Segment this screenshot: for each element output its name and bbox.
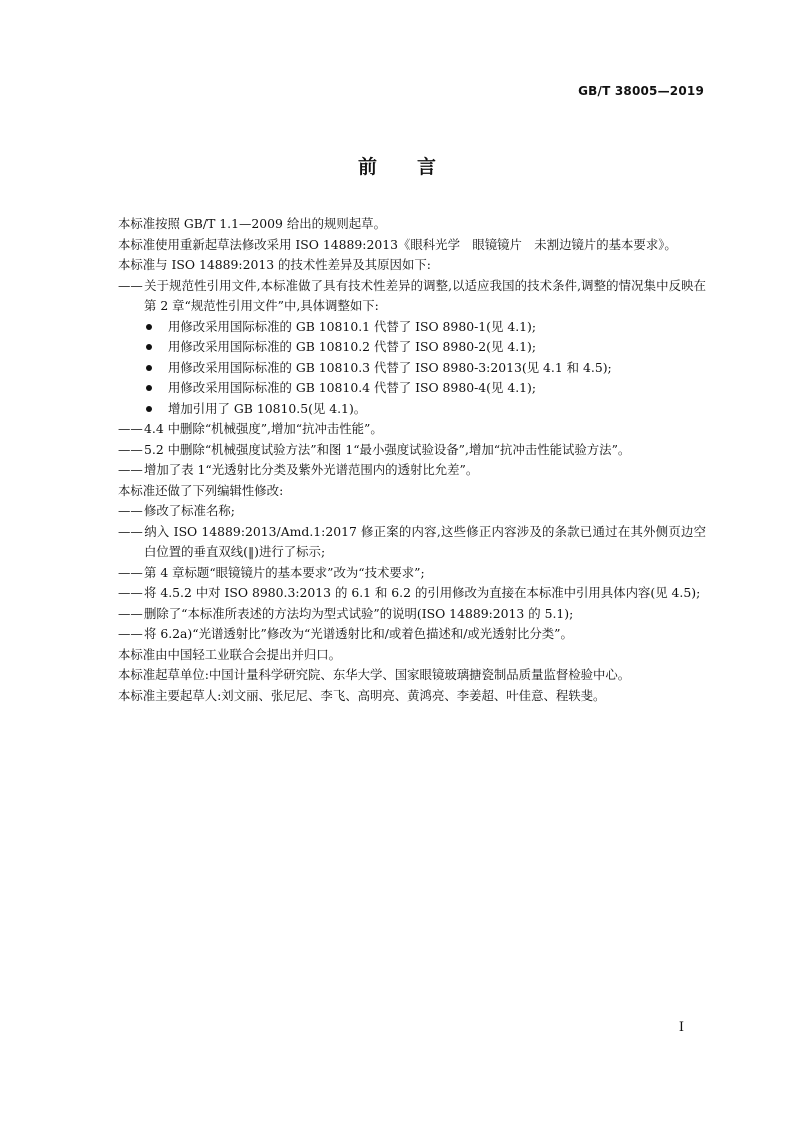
bullet-item [90,317,706,338]
dash-item-text: 4.4 中删除“机械强度”,增加“抗冲击性能”。 [144,421,383,436]
standard-code: GB/T 38005—2019 [578,84,704,98]
dash-marker: —— [118,441,143,457]
bullet-item-text: 增加引用了 GB 10810.5(见 4.1)。 [168,400,367,416]
bullet-item [90,358,706,379]
dash-marker: —— [118,605,143,621]
page-number: I [678,1020,684,1035]
dash-item [90,583,706,604]
bullet-item [90,399,706,420]
paragraph: 本标准按照 GB/T 1.1—2009 给出的规则起草。 [118,216,386,231]
bullet-item-text: 用修改采用国际标准的 GB 10810.4 代替了 ISO 8980-4(见 4.1); [168,380,537,395]
bullet-dot-icon [146,406,152,412]
foreword-body [90,214,706,706]
bullet-dot-icon [146,324,152,330]
dash-marker: —— [118,564,143,580]
dash-item [90,440,706,461]
dash-item [90,522,706,563]
paragraph: 本标准主要起草人:刘文丽、张尼尼、李飞、高明亮、黄鸿亮、李姜超、叶佳意、程轶斐。 [118,687,606,703]
paragraph: 本标准还做了下列编辑性修改: [118,482,284,498]
dash-marker: —— [118,421,143,436]
bullet-dot-icon [146,365,152,371]
paragraph: 本标准起草单位:中国计量科学研究院、东华大学、国家眼镜玻璃搪瓷制品质量监督检验中心。 [118,667,631,682]
dash-item-text: 将 6.2a)“光谱透射比”修改为“光谱透射比和/或着色描述和/或光透射比分类”。 [144,626,573,641]
dash-marker: —— [118,523,143,539]
dash-item [90,276,706,317]
dash-item [90,624,706,645]
dash-item-text: 将 4.5.2 中对 ISO 8980.3:2013 的 6.1 和 6.2 的引用修改为直接在本标准中引用具体内容(见 4.5); [144,585,701,600]
page-title: 前言 [357,156,476,178]
bullet-item-text: 用修改采用国际标准的 GB 10810.3 代替了 ISO 8980-3:2013(见 4.1 和 4.5); [168,359,612,375]
bullet-item-text: 用修改采用国际标准的 GB 10810.1 代替了 ISO 8980-1(见 4.1); [168,318,537,334]
paragraph: 本标准由中国轻工业联合会提出并归口。 [118,646,342,662]
dash-marker: —— [118,585,143,600]
bullet-dot-icon [146,344,152,350]
dash-marker: —— [118,626,143,641]
dash-item [90,419,706,440]
dash-item [90,563,706,584]
paragraph: 本标准与 ISO 14889:2013 的技术性差异及其原因如下: [118,257,431,272]
dash-item-text: 增加了表 1“光透射比分类及紫外光谱范围内的透射比允差”。 [144,462,479,477]
bullet-item [90,378,706,399]
dash-item-text: 第 4 章标题“眼镜镜片的基本要求”改为“技术要求”; [144,564,425,580]
dash-marker: —— [118,462,143,477]
dash-item-text: 修改了标准名称; [144,503,235,518]
dash-item [90,501,706,522]
dash-marker: —— [118,503,143,518]
dash-item-text: 删除了“本标准所表述的方法均为型式试验”的说明(ISO 14889:2013 的 5.1); [144,605,574,621]
bullet-item [90,337,706,358]
bullet-item-text: 用修改采用国际标准的 GB 10810.2 代替了 ISO 8980-2(见 4.1); [168,339,537,354]
bullet-dot-icon [146,385,152,391]
dash-marker: —— [118,277,143,293]
dash-item-text: 5.2 中删除“机械强度试验方法”和图 1“最小强度试验设备”,增加“抗冲击性能试验方法”。 [144,441,631,457]
paragraph: 本标准使用重新起草法修改采用 ISO 14889:2013《眼科光学 眼镜镜片 未割边镜片的基本要求》。 [118,236,677,252]
dash-item [90,460,706,481]
dash-item-text: 纳入 ISO 14889:2013/Amd.1:2017 修正案的内容,这些修正内容涉及的条款已通过在其外侧页边空白位置的垂直双线(‖)进行了标示; [144,523,706,559]
dash-item-text: 关于规范性引用文件,本标准做了具有技术性差异的调整,以适应我国的技术条件,调整的情况集中反映在第 2 章“规范性引用文件”中,具体调整如下: [144,277,706,313]
dash-item [90,604,706,625]
